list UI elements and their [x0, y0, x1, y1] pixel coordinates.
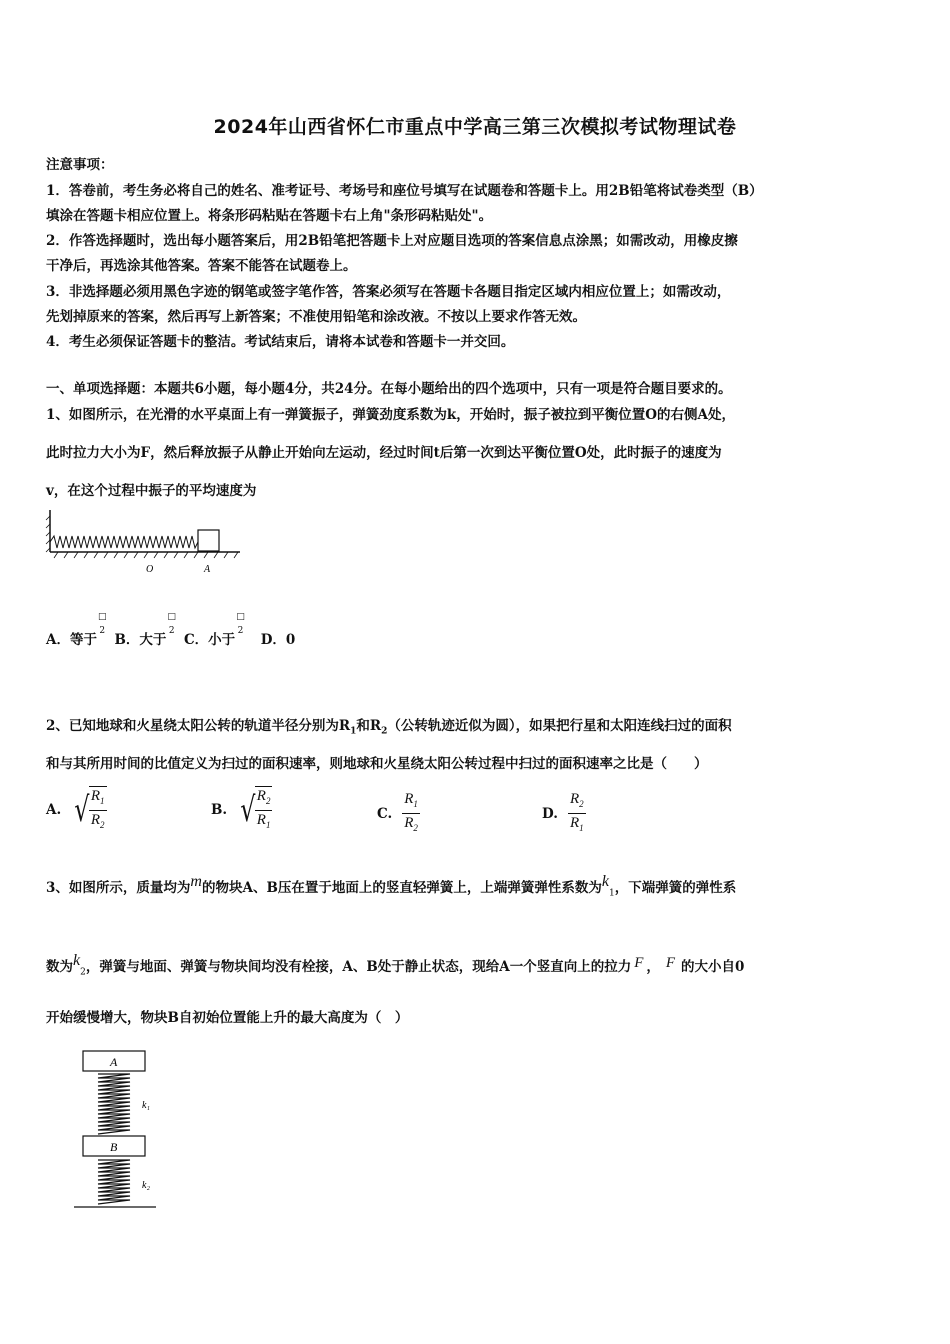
stacked-springs-figure — [70, 1048, 170, 1213]
point-o-label: O — [146, 564, 154, 575]
q1-option-a-fraction: □ 2 — [97, 612, 107, 636]
q3-line-3: 开始缓慢增大，物块B自初始位置能上升的最大高度为（ ） — [46, 1010, 409, 1026]
spring-k2-label: k₂ — [142, 1180, 150, 1191]
notice-heading: 注意事项： — [46, 157, 114, 173]
q1-line-1: 1、如图所示，在光滑的水平桌面上有一弹簧振子，弹簧劲度系数为k，开始时，振子被拉到平衡位置O的右侧A处， — [46, 407, 735, 423]
notice-line-7: 4．考生必须保证答题卡的整洁。考试结束后，请将本试卷和答题卡一并交回。 — [46, 334, 515, 350]
q3-line-1: 3、如图所示，质量均为m的物块A、B压在置于地面上的竖直轻弹簧上，上端弹簧弹性系数为$k_1$，下端弹簧的弹性系 — [46, 873, 737, 899]
notice-line-6: 先划掉原来的答案，然后再写上新答案；不准使用铅笔和涂改液。不按以上要求作答无效。 — [46, 309, 586, 325]
q2-line-2: 和与其所用时间的比值定义为扫过的面积速率，则地球和火星绕太阳公转过程中扫过的面积速率之比是（ ） — [46, 756, 708, 772]
q2-option-b[interactable]: B. √ $\frac{R_2}{R_1}$ — [211, 786, 272, 834]
spring-k1-label: k₁ — [142, 1100, 150, 1111]
section-heading: 一、单项选择题：本题共6小题，每小题4分，共24分。在每小题给出的四个选项中，只有一项是符合题目要求的。 — [46, 381, 732, 397]
q2-option-d[interactable]: D. $\frac{R_2}{R_1}$ — [542, 790, 586, 837]
notice-line-3: 2．作答选择题时，选出每小题答案后，用2B铅笔把答题卡上对应题目选项的答案信息点涂黑；如需改动，用橡皮擦 — [46, 233, 738, 249]
q1-line-2: 此时拉力大小为F，然后释放振子从静止开始向左运动，经过时间t后第一次到达平衡位置O处，此时振子的速度为 — [46, 445, 722, 461]
q1-option-c-fraction: □ 2 — [236, 612, 245, 636]
q2-option-b-formula: √ $\frac{R_2}{R_1}$ — [237, 786, 272, 834]
q1-option-c[interactable]: C．小于 □ 2 — [183, 612, 245, 648]
spring-oscillator-figure — [44, 508, 244, 578]
block-b-label: B — [110, 1140, 118, 1154]
q2-option-a-formula: √ $\frac{R_1}{R_2}$ — [71, 786, 106, 834]
q2-option-d-formula: $\frac{R_2}{R_1}$ — [569, 791, 584, 833]
q1-option-a[interactable]: A．等于 □ 2 — [46, 612, 107, 648]
notice-line-2: 填涂在答题卡相应位置上。将条形码粘贴在答题卡右上角"条形码粘贴处"。 — [46, 208, 493, 224]
notice-line-4: 干净后，再选涂其他答案。答案不能答在试题卷上。 — [46, 258, 357, 274]
q2-option-c[interactable]: C. $\frac{R_1}{R_2}$ — [377, 790, 420, 837]
page-title: 2024年山西省怀仁市重点中学高三第三次模拟考试物理试卷 — [213, 116, 737, 138]
notice-line-5: 3．非选择题必须用黑色字迹的钢笔或签字笔作答，答案必须写在答题卡各题目指定区域内相应位置上；如需改动， — [46, 284, 731, 300]
block-a-label: A — [110, 1055, 118, 1069]
q2-line-1: 2、已知地球和火星绕太阳公转的轨道半径分别为$R_1$和$R_2$（公转轨迹近似为圆），如果把行星和太阳连线扫过的面积 — [46, 718, 732, 737]
notice-line-1: 1．答卷前，考生务必将自己的姓名、准考证号、考场号和座位号填写在试题卷和答题卡上。用2B铅笔将试卷类型（B） — [46, 183, 763, 199]
q1-option-b[interactable]: B．大于 □ 2 — [114, 612, 176, 648]
q1-option-b-fraction: □ 2 — [167, 612, 176, 636]
q1-options — [46, 600, 295, 648]
q2-option-c-formula: $\frac{R_1}{R_2}$ — [404, 791, 418, 833]
q2-option-a[interactable]: A. √ $\frac{R_1}{R_2}$ — [46, 786, 107, 834]
point-a-label: A — [204, 564, 211, 575]
q1-option-d[interactable]: D．0 — [260, 632, 296, 648]
q3-line-2: 数为$k_2$，弹簧与地面、弹簧与物块间均没有栓接，A、B处于静止状态，现给A一个竖直向上的拉力 F ， F 的大小自0 — [46, 952, 745, 978]
q1-line-3: v，在这个过程中振子的平均速度为 — [46, 483, 257, 499]
